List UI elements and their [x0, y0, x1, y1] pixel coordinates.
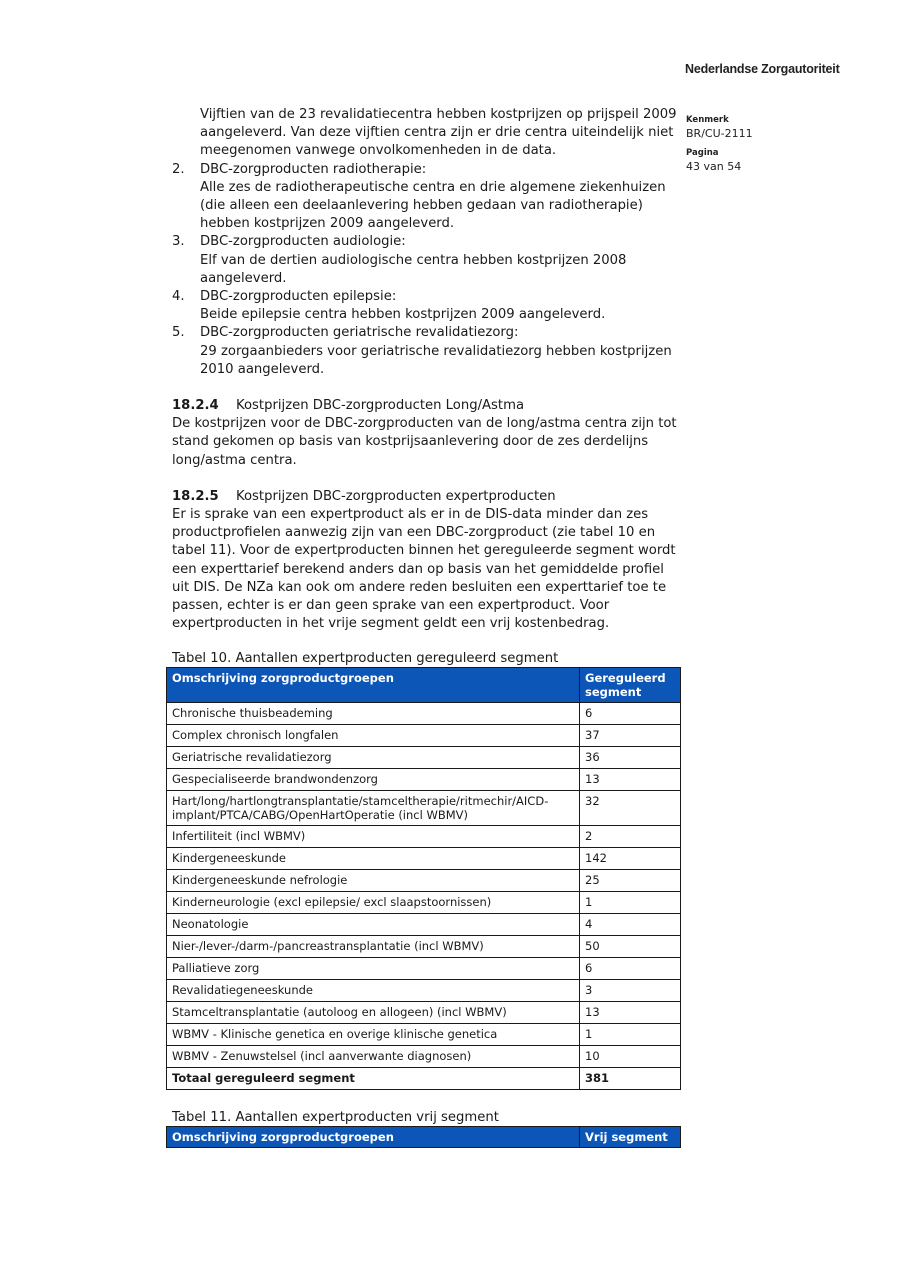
cell-description: Gespecialiseerde brandwondenzorg [167, 769, 580, 791]
section-number: 18.2.4 [172, 398, 219, 414]
list-item-text: Elf van de dertien audiologische centra hebben kostprijzen 2008 aangeleverd. [200, 252, 627, 286]
list-item-title: DBC-zorgproducten epilepsie: [200, 289, 397, 305]
table-11 [166, 1126, 681, 1148]
organization-name: Nederlandse Zorgautoriteit [685, 62, 840, 76]
cell-description: Kindergeneeskunde nefrologie [167, 870, 580, 892]
list-number: 2. [172, 161, 185, 177]
cell-description: Palliatieve zorg [167, 958, 580, 980]
list-number: 5. [172, 325, 185, 341]
cell-count: 142 [580, 848, 681, 870]
list-item-title: DBC-zorgproducten geriatrische revalidatiezorg: [200, 325, 519, 341]
cell-description: WBMV - Zenuwstelsel (incl aanverwante diagnosen) [167, 1046, 580, 1068]
cell-description: Kindergeneeskunde [167, 848, 580, 870]
cell-count: 4 [580, 914, 681, 936]
page-content [172, 106, 682, 1148]
section-title: Kostprijzen DBC-zorgproducten expertproducten [236, 488, 556, 504]
table-row [167, 870, 681, 892]
table-10-body [167, 703, 681, 1090]
table-row [167, 1046, 681, 1068]
column-header-description: Omschrijving zorgproductgroepen [167, 668, 580, 703]
list-item-title: DBC-zorgproducten audiologie: [200, 234, 406, 250]
cell-count: 50 [580, 936, 681, 958]
table-10 [166, 667, 681, 1090]
table-row [167, 826, 681, 848]
list-item-title: DBC-zorgproducten radiotherapie: [200, 161, 427, 177]
list-item [172, 288, 682, 324]
cell-count: 3 [580, 980, 681, 1002]
cell-count: 2 [580, 826, 681, 848]
cell-count: 10 [580, 1046, 681, 1068]
section-number: 18.2.5 [172, 488, 219, 504]
table-row [167, 914, 681, 936]
list-number: 4. [172, 289, 185, 305]
column-header-free-segment: Vrij segment [580, 1127, 681, 1148]
cell-count: 6 [580, 703, 681, 725]
list-item [172, 233, 682, 288]
table-header-row [167, 1127, 681, 1148]
cell-description: Chronische thuisbeademing [167, 703, 580, 725]
section-18-2-4 [172, 397, 682, 470]
list-item-text: 29 zorgaanbieders voor geriatrische revalidatiezorg hebben kostprijzen 2010 aangeleverd. [200, 343, 672, 377]
table-row [167, 703, 681, 725]
table-row [167, 958, 681, 980]
cell-count: 37 [580, 725, 681, 747]
pagina-label: Pagina [686, 148, 719, 158]
table-row [167, 980, 681, 1002]
table-row [167, 936, 681, 958]
cell-count: 32 [580, 791, 681, 826]
list-item [172, 161, 682, 234]
kenmerk-label: Kenmerk [686, 115, 729, 125]
table-11-caption: Tabel 11. Aantallen expertproducten vrij segment [172, 1110, 499, 1126]
table-total-row [167, 1068, 681, 1090]
cell-description: Geriatrische revalidatiezorg [167, 747, 580, 769]
table-header-row [167, 668, 681, 703]
cell-description: WBMV - Klinische genetica en overige klinische genetica [167, 1024, 580, 1046]
cell-description: Hart/long/hartlongtransplantatie/stamceltherapie/ritmechir/AICD-implant/PTCA/CABG/OpenHartOperatie (incl WBMV) [167, 791, 580, 826]
section-heading [172, 397, 682, 415]
total-count: 381 [580, 1068, 681, 1090]
cell-description: Revalidatiegeneeskunde [167, 980, 580, 1002]
column-header-regulated-segment: Gereguleerd segment [580, 668, 681, 703]
cell-description: Kinderneurologie (excl epilepsie/ excl slaapstoornissen) [167, 892, 580, 914]
table-row [167, 791, 681, 826]
table-row [167, 725, 681, 747]
document-meta [686, 114, 753, 180]
cell-count: 1 [580, 892, 681, 914]
cell-description: Stamceltransplantatie (autoloog en allogeen) (incl WBMV) [167, 1002, 580, 1024]
section-title: Kostprijzen DBC-zorgproducten Long/Astma [236, 398, 525, 414]
cell-count: 36 [580, 747, 681, 769]
cell-count: 25 [580, 870, 681, 892]
intro-paragraph: Vijftien van de 23 revalidatiecentra hebben kostprijzen op prijspeil 2009 aangeleverd. Van deze vijftien centra zijn er drie centra uiteindelijk niet meegenomen vanwege onvolkomenheden in de data. [200, 107, 677, 159]
column-header-description: Omschrijving zorgproductgroepen [167, 1127, 580, 1148]
section-body: Er is sprake van een expertproduct als er in de DIS-data minder dan zes productprofielen aanwezig zijn van een DBC-zorgproduct (zie tabel 10 en tabel 11). Voor de expertproducten binnen het gereguleerde segment wordt een experttarief berekend anders dan op basis van het gemiddelde profiel uit DIS. De NZa kan ook om andere reden besluiten een experttarief toe te passen, echter is er dan geen sprake van een expertproduct. Voor expertproducten in het vrije segment geldt een vrij kostenbedrag. [172, 507, 676, 632]
cell-count: 6 [580, 958, 681, 980]
list-number: 3. [172, 234, 185, 250]
cell-description: Complex chronisch longfalen [167, 725, 580, 747]
cell-count: 13 [580, 1002, 681, 1024]
section-heading [172, 488, 682, 506]
section-18-2-5 [172, 488, 682, 634]
cell-count: 1 [580, 1024, 681, 1046]
kenmerk-value: BR/CU-2111 [686, 127, 753, 140]
list-item-text: Beide epilepsie centra hebben kostprijzen 2009 aangeleverd. [200, 307, 606, 323]
cell-description: Nier-/lever-/darm-/pancreastransplantatie (incl WBMV) [167, 936, 580, 958]
section-body: De kostprijzen voor de DBC-zorgproducten van de long/astma centra zijn tot stand gekomen op basis van kostprijsaanlevering door de zes derdelijns long/astma centra. [172, 416, 677, 468]
numbered-list [172, 161, 682, 379]
table-row [167, 1024, 681, 1046]
table-row [167, 892, 681, 914]
total-label: Totaal gereguleerd segment [167, 1068, 580, 1090]
cell-description: Neonatologie [167, 914, 580, 936]
table-row [167, 747, 681, 769]
table-row [167, 848, 681, 870]
cell-count: 13 [580, 769, 681, 791]
table-10-caption: Tabel 10. Aantallen expertproducten gereguleerd segment [172, 651, 559, 667]
table-row [167, 769, 681, 791]
table-row [167, 1002, 681, 1024]
pagina-value: 43 van 54 [686, 160, 742, 173]
list-item [172, 324, 682, 379]
list-item-text: Alle zes de radiotherapeutische centra en drie algemene ziekenhuizen (die alleen een deelaanlevering hebben gedaan van radiotherapie) hebben kostprijzen 2009 aangeleverd. [200, 179, 666, 232]
cell-description: Infertiliteit (incl WBMV) [167, 826, 580, 848]
